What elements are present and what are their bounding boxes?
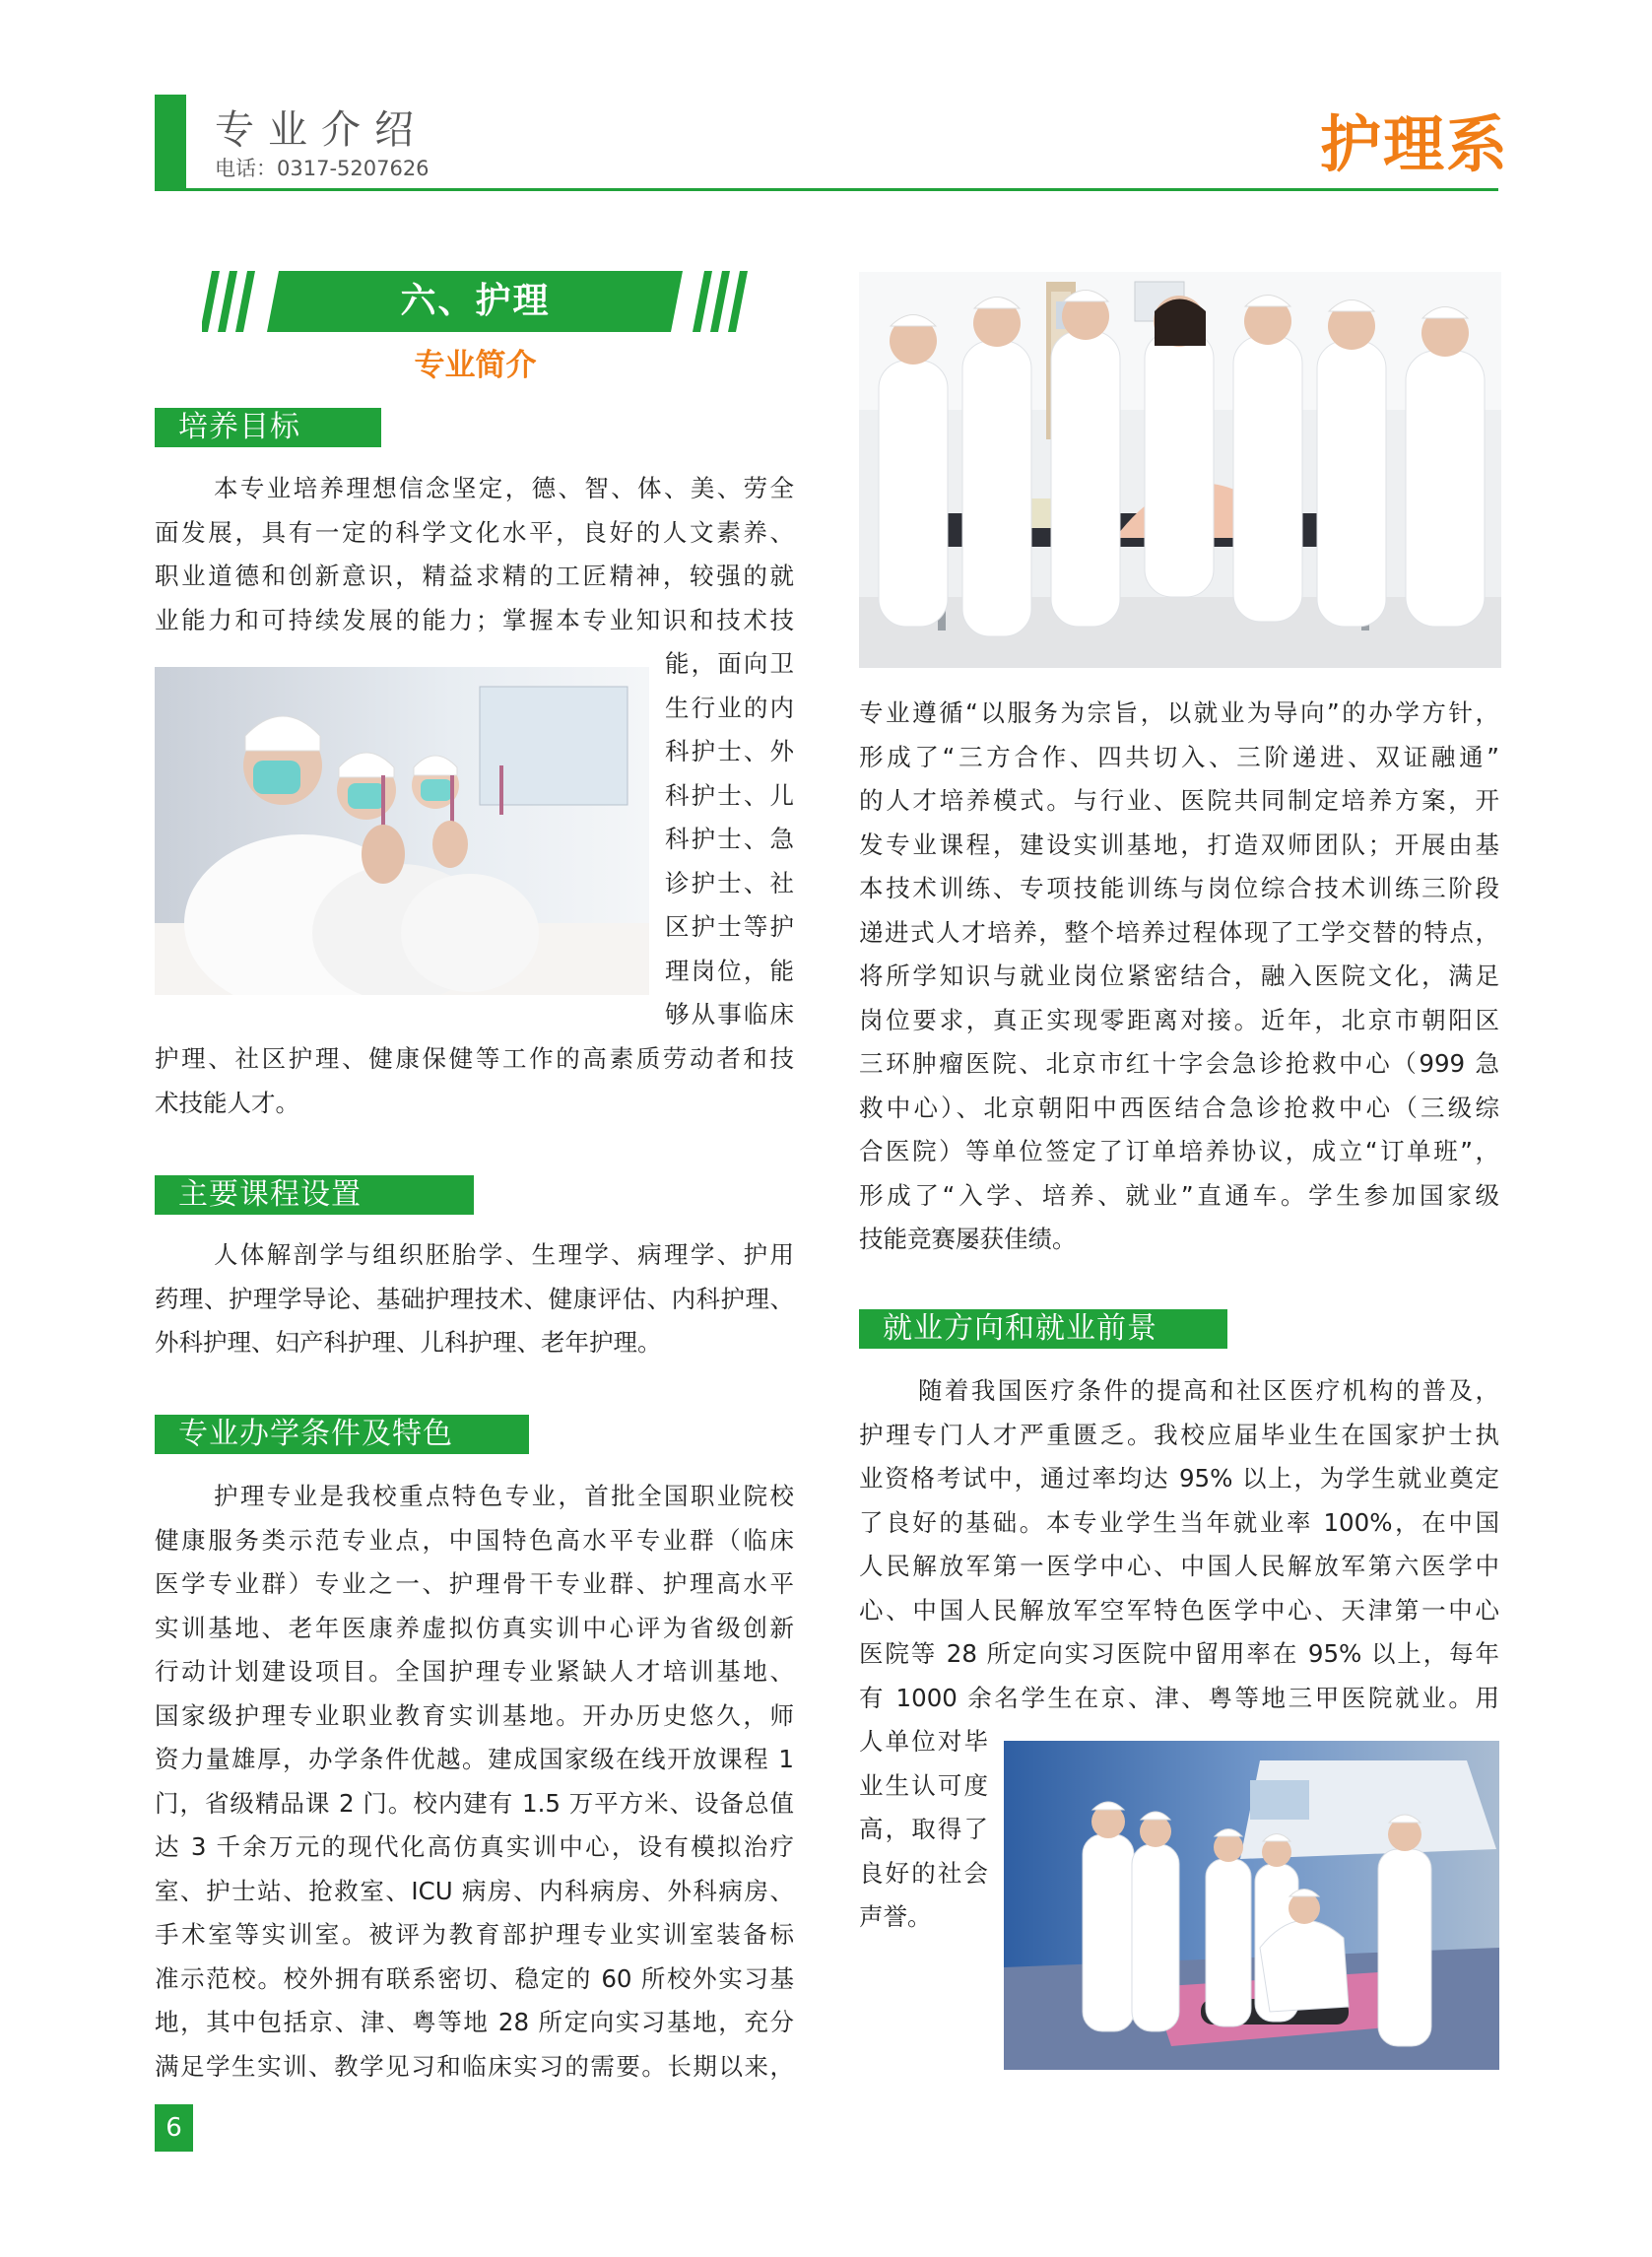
page-number: 6 xyxy=(155,2104,193,2152)
text-line: 生行业的内 xyxy=(665,693,794,722)
text-line: 高，取得了 xyxy=(859,1815,988,1843)
text-line: 技能竞赛屡获佳绩。 xyxy=(859,1225,1077,1253)
employment-wrap-text xyxy=(859,1720,988,1940)
text-line: 资力量雄厚，办学条件优越。建成国家级在线开放课程 1 xyxy=(155,1745,794,1773)
text-line: 本技术训练、专项技能训练与岗位综合技术训练三阶段 xyxy=(859,874,1499,902)
text-line: 职业道德和创新意识，精益求精的工匠精神，较强的就 xyxy=(155,562,794,590)
goal-paragraph xyxy=(155,467,794,642)
text-line: 科护士、外 xyxy=(665,737,794,765)
text-line: 区护士等护 xyxy=(665,912,794,941)
text-line: 护理专业是我校重点特色专业，首批全国职业院校 xyxy=(214,1482,794,1510)
subheading-employment: 就业方向和就业前景 xyxy=(859,1309,1220,1349)
text-line: 行动计划建设项目。全国护理专业紧缺人才培训基地、 xyxy=(155,1657,794,1686)
text-line: 了良好的基础。本专业学生当年就业率 100%，在中国 xyxy=(859,1507,1499,1537)
text-line: 业生认可度 xyxy=(859,1770,988,1800)
subheading-conditions: 专业办学条件及特色 xyxy=(155,1415,521,1454)
text-line: 健康服务类示范专业点，中国特色高水平专业群（临床 xyxy=(155,1525,794,1555)
text-line: 合医院）等单位签定了订单培养协议，成立“订单班”， xyxy=(859,1137,1499,1165)
text-line: 护理专门人才严重匮乏。我校应届毕业生在国家护士执 xyxy=(859,1420,1499,1449)
text-line: 随着我国医疗条件的提高和社区医疗机构的普及， xyxy=(918,1376,1499,1405)
text-line: 手术室等实训室。被评为教育部护理专业实训室装备标 xyxy=(155,1920,794,1949)
text-line: 声誉。 xyxy=(859,1902,932,1931)
text-line: 能，面向卫 xyxy=(665,649,794,678)
text-line: 形成了“入学、培养、就业”直通车。学生参加国家级 xyxy=(859,1180,1499,1210)
text-line: 外科护理、妇产科护理、儿科护理、老年护理。 xyxy=(155,1328,662,1357)
text-line: 本专业培养理想信念坚定，德、智、体、美、劳全 xyxy=(214,474,794,502)
text-line: 人单位对毕 xyxy=(859,1727,988,1756)
text-line: 递进式人才培养，整个培养过程体现了工学交替的特点， xyxy=(859,917,1499,947)
text-line: 理岗位，能 xyxy=(665,956,794,985)
text-line: 医院等 28 所定向实习医院中留用率在 95% 以上，每年 xyxy=(859,1639,1499,1668)
photo-nurses-syringes xyxy=(155,667,649,995)
text-line: 科护士、儿 xyxy=(665,780,794,810)
text-line: 准示范校。校外拥有联系密切、稳定的 60 所校外实习基 xyxy=(155,1963,794,1993)
subheading-goal: 培养目标 xyxy=(155,408,373,447)
text-line: 门，省级精品课 2 门。校内建有 1.5 万平方米、设备总值 xyxy=(155,1788,794,1818)
text-line: 面发展，具有一定的科学文化水平，良好的人文素养、 xyxy=(155,517,794,547)
text-line: 有 1000 余名学生在京、津、粤等地三甲医院就业。用 xyxy=(859,1683,1499,1712)
text-line: 护理、社区护理、健康保健等工作的高素质劳动者和技 xyxy=(155,1044,794,1073)
text-line: 地，其中包括京、津、粤等地 28 所定向实习基地，充分 xyxy=(155,2008,794,2036)
text-line: 医学专业群）专业之一、护理骨干专业群、护理高水平 xyxy=(155,1569,794,1598)
text-line: 业资格考试中，通过率均达 95% 以上，为学生就业奠定 xyxy=(859,1464,1499,1493)
text-line: 三环肿瘤医院、北京市红十字会急诊抢救中心（999 急 xyxy=(859,1049,1499,1078)
text-line: 室、护士站、抢救室、ICU 病房、内科病房、外科病房、 xyxy=(155,1876,794,1905)
text-line: 术技能人才。 xyxy=(155,1088,299,1117)
section-subtitle: 专业简介 xyxy=(414,348,537,383)
text-line: 的人才培养模式。与行业、医院共同制定培养方案，开 xyxy=(859,786,1499,815)
program-paragraph xyxy=(859,692,1499,1262)
text-line: 满足学生实训、教学见习和临床实习的需要。长期以来， xyxy=(155,2051,794,2081)
text-line: 良好的社会 xyxy=(859,1858,988,1888)
text-line: 发专业课程，建设实训基地，打造双师团队；开展由基 xyxy=(859,830,1499,859)
text-line: 专业遵循“以服务为宗旨，以就业为导向”的办学方针， xyxy=(859,698,1499,727)
header-accent-bar xyxy=(155,95,186,191)
photo-manikin-training xyxy=(859,272,1501,668)
text-line: 心、中国人民解放军空军特色医学中心、天津第一中心 xyxy=(859,1595,1499,1625)
text-line: 诊护士、社 xyxy=(665,868,794,897)
courses-paragraph xyxy=(155,1233,794,1365)
text-line: 将所学知识与就业岗位紧密结合，融入医院文化，满足 xyxy=(859,962,1499,990)
text-line: 达 3 千余万元的现代化高仿真实训中心，设有模拟治疗 xyxy=(155,1832,794,1861)
header-section-label: 专业介绍 xyxy=(215,107,428,153)
header-phone: 电话：0317-5207626 xyxy=(215,157,430,180)
text-line: 人民解放军第一医学中心、中国人民解放军第六医学中 xyxy=(859,1552,1499,1580)
header-divider xyxy=(155,188,1498,191)
department-title: 护理系 xyxy=(1320,108,1510,180)
text-line: 形成了“三方合作、四共切入、三阶递进、双证融通” xyxy=(859,742,1499,771)
section-title: 六、护理 xyxy=(400,281,551,321)
text-line: 业能力和可持续发展的能力；掌握本专业知识和技术技 xyxy=(155,605,794,634)
text-line: 实训基地、老年医康养虚拟仿真实训中心评为省级创新 xyxy=(155,1613,794,1642)
text-line: 国家级护理专业职业教育实训基地。开办历史悠久，师 xyxy=(155,1700,794,1730)
goal-wrap-text xyxy=(665,642,794,1037)
text-line: 救中心）、北京朝阳中西医结合急诊抢救中心（三级综 xyxy=(859,1093,1499,1122)
photo-cpr-training xyxy=(1004,1741,1499,2070)
conditions-paragraph xyxy=(155,1475,794,2089)
employment-paragraph xyxy=(859,1369,1499,1720)
text-line: 够从事临床 xyxy=(665,1000,794,1029)
text-line: 岗位要求，真正实现零距离对接。近年，北京市朝阳区 xyxy=(859,1005,1499,1034)
text-line: 人体解剖学与组织胚胎学、生理学、病理学、护用 xyxy=(214,1240,794,1269)
subheading-courses: 主要课程设置 xyxy=(155,1175,466,1215)
goal-paragraph-end xyxy=(155,1037,794,1125)
text-line: 药理、护理学导论、基础护理技术、健康评估、内科护理、 xyxy=(155,1284,794,1313)
text-line: 科护士、急 xyxy=(665,825,794,853)
